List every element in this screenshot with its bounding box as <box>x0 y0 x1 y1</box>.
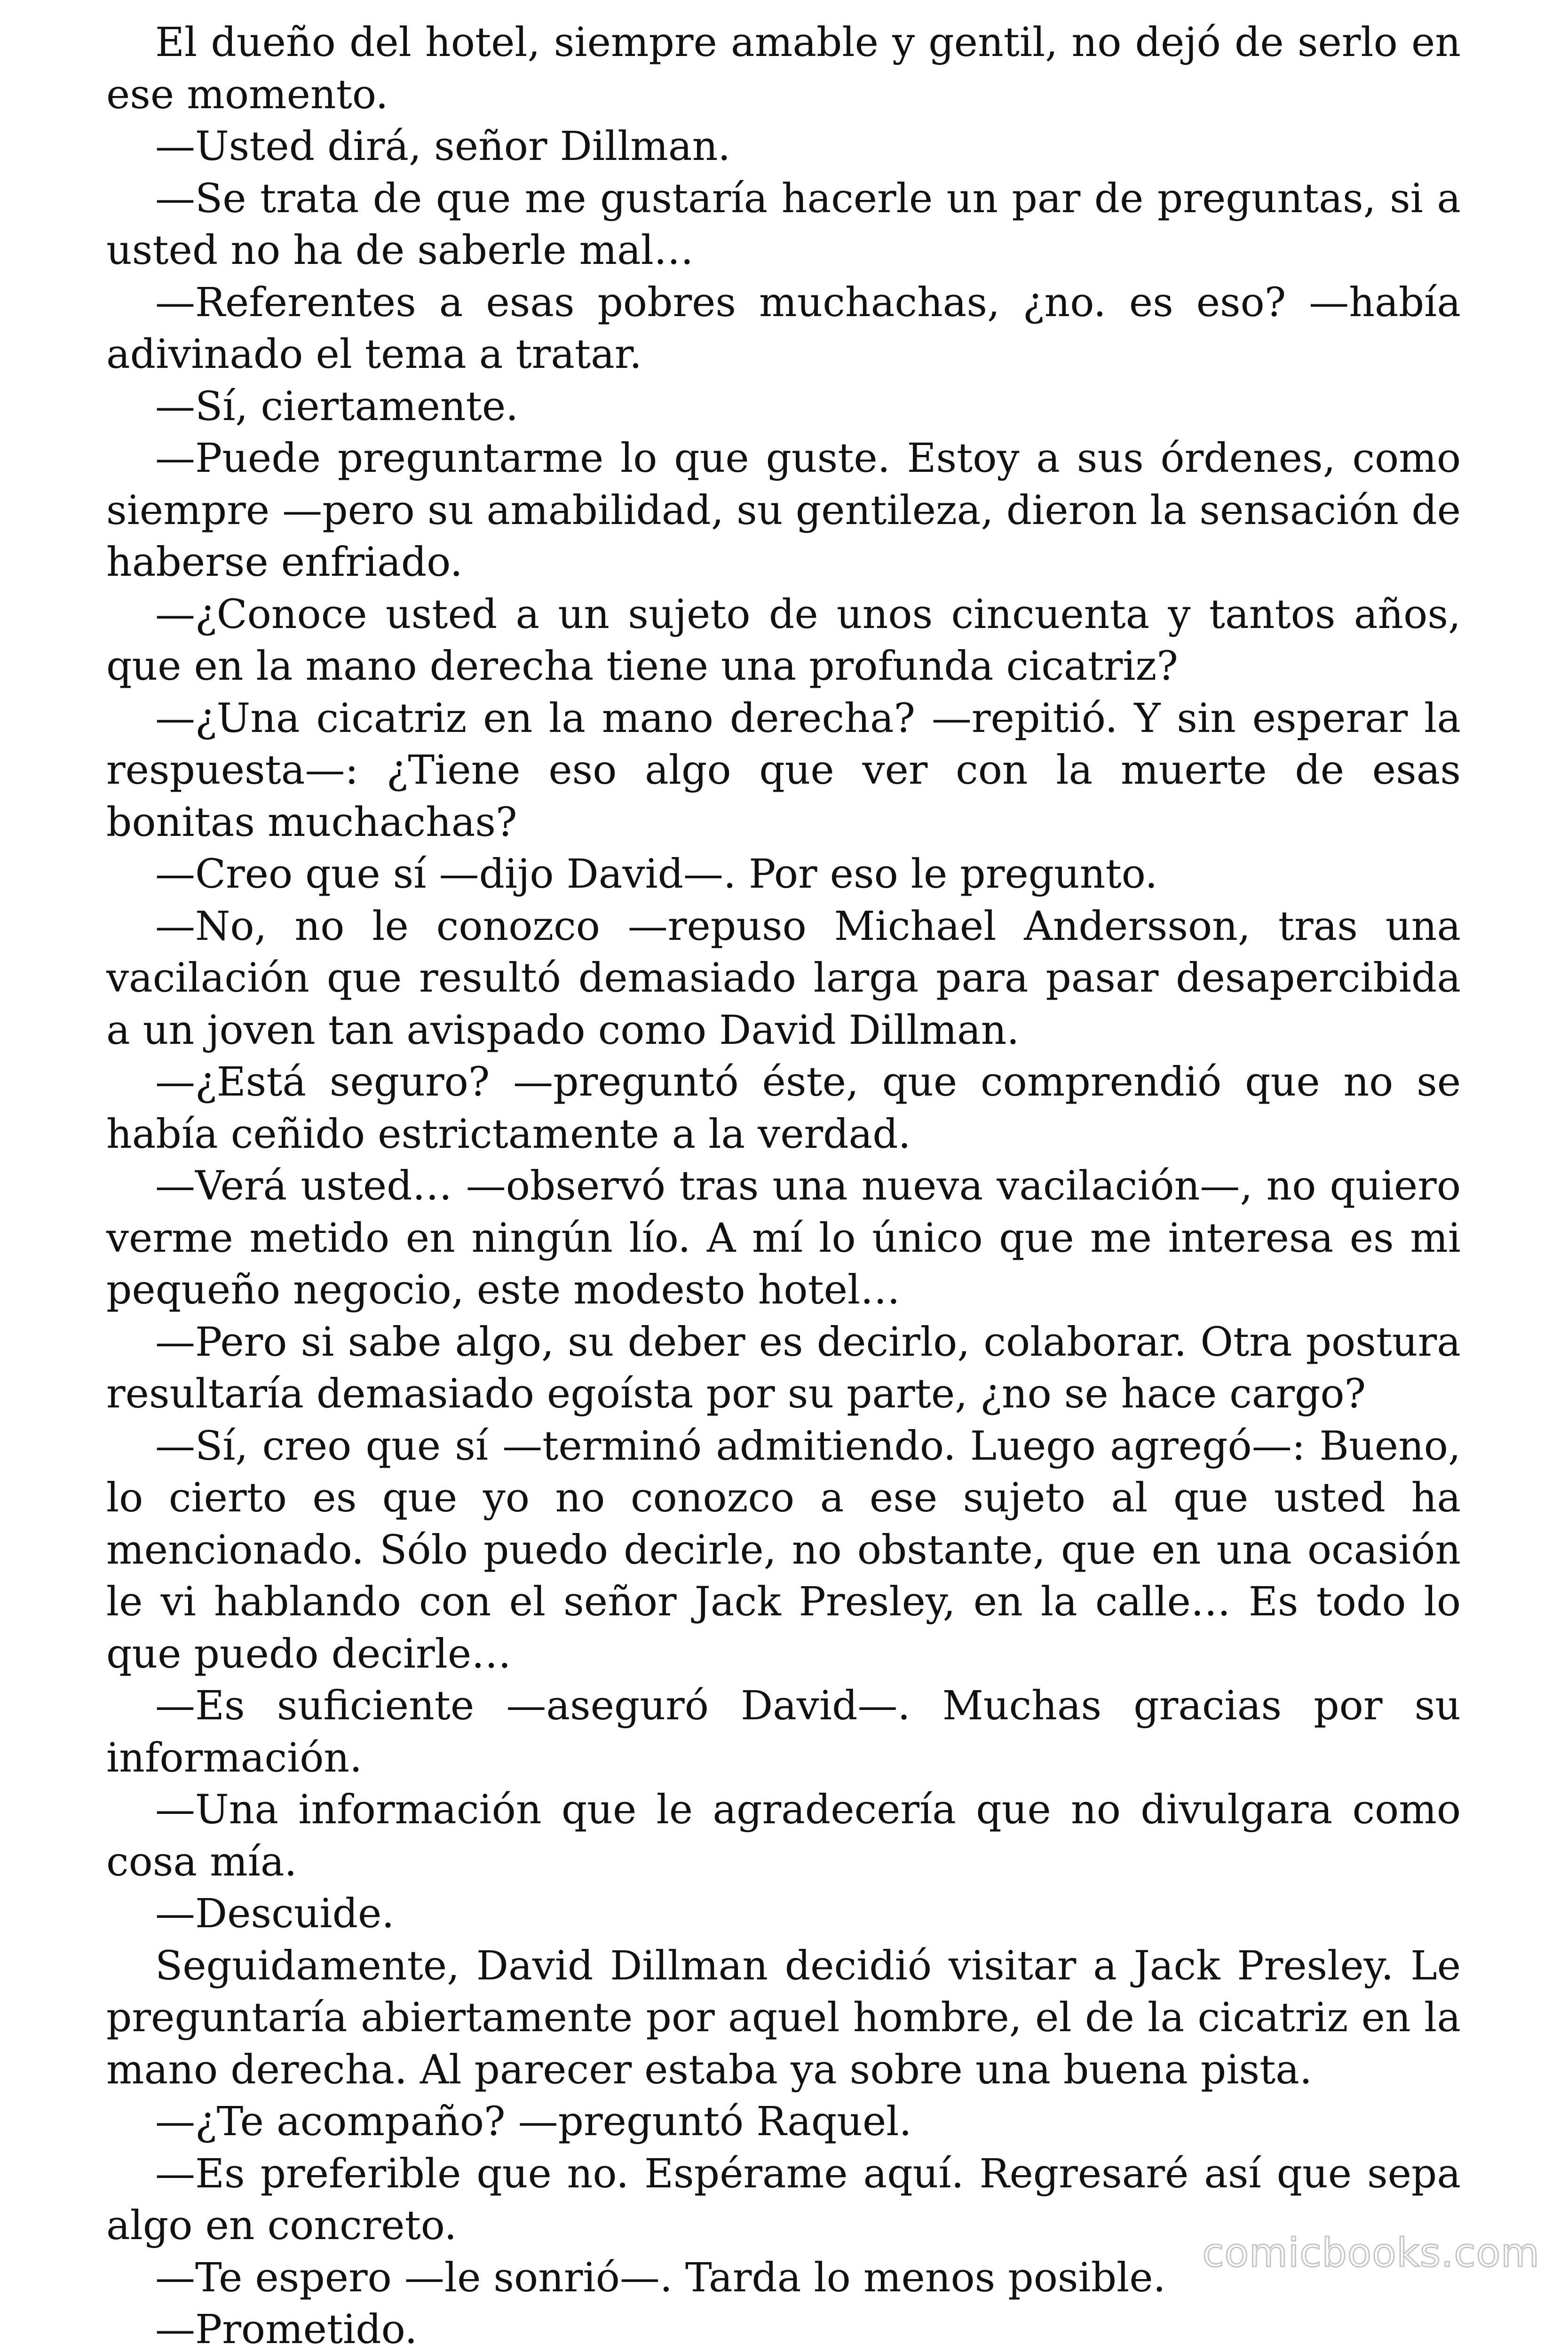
paragraph: —Creo que sí —dijo David—. Por eso le pregunto. <box>155 851 1158 898</box>
paragraph: Seguidamente, David Dillman decidió visitar a Jack Presley. Le preguntaría abiertamente por aquel hombre, el de la cicatriz en la mano derecha. Al parecer estaba ya sobre una buena pista. <box>106 1942 1461 2093</box>
paragraph: El dueño del hotel, siempre amable y gentil, no dejó de serlo en ese momento. <box>106 19 1461 118</box>
paragraph: —Descuide. <box>155 1891 395 1937</box>
paragraph: —Es suficiente —aseguró David—. Muchas gracias por su información. <box>106 1683 1461 1781</box>
paragraph: —Una información que le agradecería que no divulgara como cosa mía. <box>106 1787 1461 1885</box>
paragraph: —Referentes a esas pobres muchachas, ¿no. es eso? —había adivinado el tema a tratar. <box>106 279 1461 378</box>
paragraph: —Sí, ciertamente. <box>155 383 519 430</box>
paragraph: —Prometido. <box>155 2306 418 2352</box>
paragraph: —Te espero —le sonrió—. Tarda lo menos posible. <box>155 2254 1166 2301</box>
paragraph: —Pero si sabe algo, su deber es decirlo, colaborar. Otra postura resultaría demasiado egoísta por su parte, ¿no se hace cargo? <box>106 1319 1461 1417</box>
paragraph: —¿Te acompaño? —preguntó Raquel. <box>155 2098 912 2145</box>
paragraph: —¿Conoce usted a un sujeto de unos cincuenta y tantos años, que en la mano derecha tiene una profunda cicatriz? <box>106 591 1461 690</box>
paragraph: —Es preferible que no. Espérame aquí. Regresaré así que sepa algo en concreto. <box>106 2150 1461 2249</box>
paragraph: —Puede preguntarme lo que guste. Estoy a sus órdenes, como siempre —pero su amabilidad, su gentileza, dieron la sensación de haberse enfriado. <box>106 435 1461 586</box>
paragraph: —Sí, creo que sí —terminó admitiendo. Luego agregó—: Bueno, lo cierto es que yo no conozco a ese sujeto al que usted ha mencionado. Sólo puedo decirle, no obstante, que en una ocasión le vi hablando con el señor Jack Presley, en la calle… Es todo lo que puedo decirle… <box>106 1422 1461 1677</box>
paragraph: —Se trata de que me gustaría hacerle un par de preguntas, si a usted no ha de saberle mal… <box>106 175 1461 274</box>
paragraph: —¿Una cicatriz en la mano derecha? —repitió. Y sin esperar la respuesta—: ¿Tiene eso algo que ver con la muerte de esas bonitas muchachas? <box>106 695 1461 846</box>
watermark-text: comicbooks.com <box>1202 2230 1540 2276</box>
paragraph: —Usted dirá, señor Dillman. <box>155 123 731 170</box>
paragraph: —Verá usted… —observó tras una nueva vacilación—, no quiero verme metido en ningún lío. A mí lo único que me interesa es mi pequeño negocio, este modesto hotel… <box>106 1163 1461 1313</box>
paragraph: —¿Está seguro? —preguntó éste, que comprendió que no se había ceñido estrictamente a la verdad. <box>106 1059 1461 1158</box>
page-body <box>106 17 1461 2352</box>
paragraph: —No, no le conozco —repuso Michael Andersson, tras una vacilación que resultó demasiado larga para pasar desapercibida a un joven tan avispado como David Dillman. <box>106 903 1461 1054</box>
